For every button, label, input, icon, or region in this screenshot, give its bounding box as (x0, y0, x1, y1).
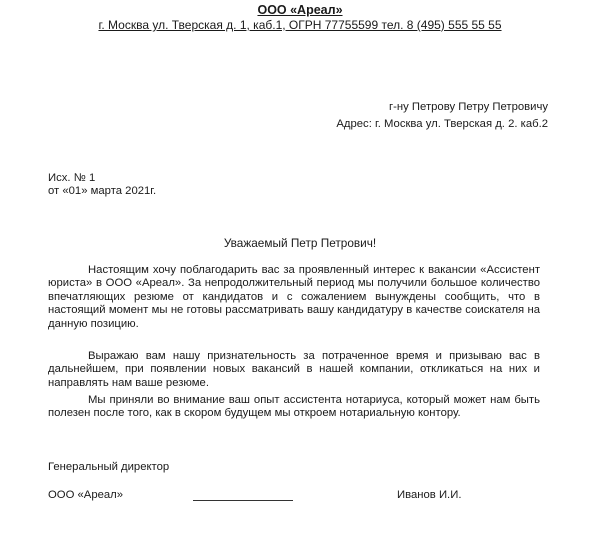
signatory-name: Иванов И.И. (397, 489, 462, 501)
body-paragraph: Настоящим хочу поблагодарить вас за проявленный интерес к вакансии «Ассистент юриста» в ООО «Ареал». За непродолжительный период мы получили большое количество впечатляющих резюме от кандидатов и с сожалением вынуждены сообщить, что в настоящий момент мы не готовы рассматривать вашу кандидатуру в качестве соискателя на данную позицию. (48, 264, 540, 330)
company-name: ООО «Ареал» (257, 3, 343, 17)
company-requisites: г. Москва ул. Тверская д. 1, каб.1, ОГРН 77755599 тел. 8 (495) 555 55 55 (98, 18, 502, 32)
body-paragraph: Мы приняли во внимание ваш опыт ассистента нотариуса, который может нам быть полезен после того, как в скором будущем мы откроем нотариальную контору. (48, 394, 540, 420)
body-paragraph: Выражаю вам нашу признательность за потраченное время и призываю вас в дальнейшем, при появлении новых вакансий в нашей компании, откликаться на них и направлять нам ваше резюме. (48, 350, 540, 389)
signature-line (193, 500, 293, 501)
recipient-address: Адрес: г. Москва ул. Тверская д. 2. каб.2 (336, 118, 548, 130)
recipient-name: г-ну Петрову Петру Петровичу (389, 101, 548, 113)
greeting: Уважаемый Петр Петрович! (223, 236, 377, 250)
outgoing-number: Исх. № 1 (48, 172, 96, 184)
signatory-company: ООО «Ареал» (48, 489, 124, 501)
letter-date: от «01» марта 2021г. (48, 185, 157, 197)
signatory-title: Генеральный директор (48, 461, 170, 473)
